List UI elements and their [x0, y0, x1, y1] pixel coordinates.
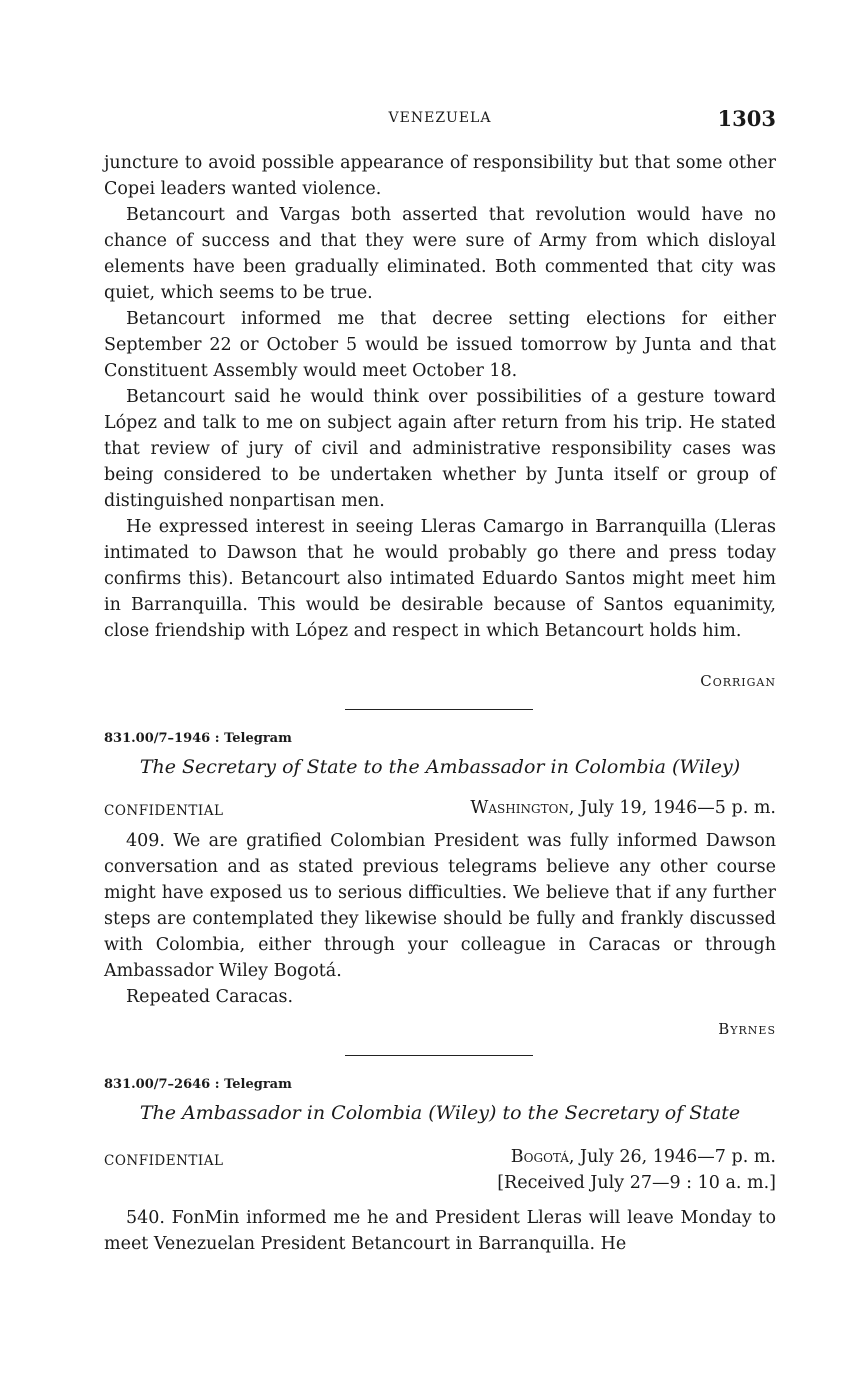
classification: CONFIDENTIAL	[104, 1153, 224, 1169]
doc1-body	[104, 828, 776, 1010]
doc2-body	[104, 1205, 776, 1257]
received-line: [Received July 27—9 : 10 a. m.]	[497, 1173, 776, 1193]
file-reference: 831.00/7–1946 : Telegram	[104, 731, 292, 746]
document-heading: The Secretary of State to the Ambassador in Colombia (Wiley)	[139, 756, 741, 778]
classification: CONFIDENTIAL	[104, 803, 224, 819]
dateline-place: Washington	[470, 798, 569, 818]
page-number: 1303	[717, 106, 776, 131]
signature-corrigan: Corrigan	[700, 672, 776, 690]
dateline	[470, 798, 776, 818]
paragraph: Betancourt said he would think over possibilities of a gesture toward López and talk to me on subject again after return from his trip. He stated that review of jury of civil and administrative responsibility cases was being considered to be undertaken whether by Junta itself or group of distinguished nonpartisan men.	[104, 387, 776, 511]
signature-byrnes: Byrnes	[718, 1020, 776, 1038]
paragraph: juncture to avoid possible appearance of responsibility but that some other Copei leaders wanted violence.	[104, 153, 776, 199]
dateline-place: Bogotá	[510, 1147, 569, 1167]
section-divider	[345, 1055, 533, 1056]
running-title: VENEZUELA	[388, 110, 492, 126]
paragraph: He expressed interest in seeing Lleras Camargo in Barranquilla (Lleras intimated to Dawson that he would probably go there and press today confirms this). Betancourt also intimated Eduardo Santos might meet him in Barranquilla. This would be desirable because of Santos equanimity, close friendship with López and respect in which Betancourt holds him.	[104, 517, 776, 641]
paragraph: Betancourt informed me that decree setting elections for either September 22 or October 5 would be issued tomorrow by Junta and that Constituent Assembly would meet October 18.	[104, 309, 776, 381]
document-heading: The Ambassador in Colombia (Wiley) to the Secretary of State	[139, 1102, 741, 1124]
section-divider	[345, 709, 533, 710]
paragraph: 409. We are gratified Colombian President was fully informed Dawson conversation and as stated previous telegrams believe any other course might have exposed us to serious difficulties. We believe that if any further steps are contemplated they likewise should be fully and frankly discussed with Colombia, either through your colleague in Caracas or through Ambassador Wiley Bogotá.	[104, 831, 776, 981]
dateline-date: , July 26, 1946—7 p. m.	[568, 1147, 776, 1167]
paragraph: Repeated Caracas.	[126, 987, 294, 1007]
dateline	[511, 1147, 776, 1167]
running-head	[104, 106, 776, 132]
paragraph: 540. FonMin informed me he and President Lleras will leave Monday to meet Venezuelan President Betancourt in Barranquilla. He	[104, 1208, 776, 1254]
paragraph: Betancourt and Vargas both asserted that revolution would have no chance of success and that they were sure of Army from which disloyal elements have been gradually eliminated. Both commented that city was quiet, which seems to be true.	[104, 205, 776, 303]
top-section-body	[104, 150, 776, 644]
file-reference: 831.00/7–2646 : Telegram	[104, 1077, 292, 1092]
dateline-date: , July 19, 1946—5 p. m.	[568, 798, 776, 818]
